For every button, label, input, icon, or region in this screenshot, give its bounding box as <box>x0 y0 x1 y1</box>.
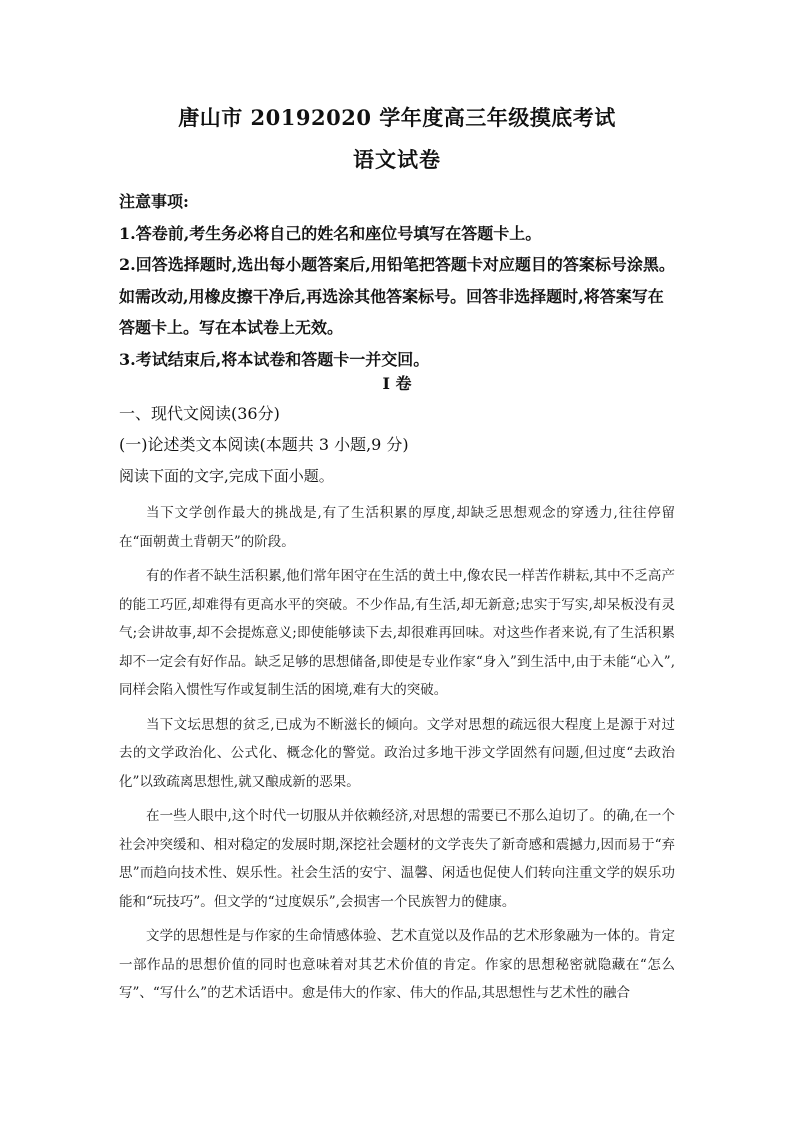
reading-article <box>119 499 675 1014</box>
notice-item: 如需改动,用橡皮擦干净后,再选涂其他答案标号。回答非选择题时,将答案写在 <box>119 286 664 306</box>
notice-item: 3.考试结束后,将本试卷和答题卡一并交回。 <box>119 349 430 369</box>
sub-section-heading: (一)论述类文本阅读(本题共 3 小题,9 分) <box>119 435 409 454</box>
exam-subtitle: 语文试卷 <box>353 147 441 172</box>
notice-item: 1.答卷前,考生务必将自己的姓名和座位号填写在答题卡上。 <box>119 223 542 243</box>
volume-label: I 卷 <box>382 374 412 393</box>
notice-item: 2.回答选择题时,选出每小题答案后,用铅笔把答题卡对应题目的答案标号涂黑。 <box>119 255 675 274</box>
article-paragraph: 当下文坛思想的贫乏,已成为不断滋长的倾向。文学对思想的疏远很大程度上是源于对过去的文学政治化、公式化、概念化的警觉。政治过多地干涉文学固然有问题,但过度“去政治化”以致疏离思想性,就又酿成新的恶果。 <box>119 716 675 790</box>
article-paragraph: 文学的思想性是与作家的生命情感体验、艺术直觉以及作品的艺术形象融为一体的。肯定一部作品的思想价值的同时也意味着对其艺术价值的肯定。作家的思想秘密就隐藏在“怎么写”、“写什么”的艺术话语中。愈是伟大的作家、伟大的作品,其思想性与艺术性的融合 <box>119 928 675 1001</box>
notice-item: 答题卡上。写在本试卷上无效。 <box>119 318 344 337</box>
notice-block <box>119 186 679 375</box>
exam-title: 唐山市 20192020 学年度高三年级摸底考试 <box>178 105 616 130</box>
reading-instruction: 阅读下面的文字,完成下面小题。 <box>119 467 334 485</box>
notice-heading: 注意事项: <box>119 192 189 211</box>
section-heading: 一、现代文阅读(36分) <box>119 404 280 423</box>
article-paragraph: 当下文学创作最大的挑战是,有了生活积累的厚度,却缺乏思想观念的穿透力,往往停留在“面朝黄土背朝天”的阶段。 <box>119 505 675 550</box>
article-paragraph: 有的作者不缺生活积累,他们常年困守在生活的黄土中,像农民一样苦作耕耘,其中不乏高产的能工巧匠,却难得有更高水平的突破。不少作品,有生活,却无新意;忠实于写实,却呆板没有灵气;会讲故事,却不会提炼意义;即使能够读下去,却很难再回味。对这些作者来说,有了生活积累却不一定会有好作品。缺乏足够的思想储备,即使是专业作家“身入”到生活中,由于未能“心入”,同样会陷入惯性写作或复制生活的困境,难有大的突破。 <box>119 568 675 698</box>
article-paragraph: 在一些人眼中,这个时代一切服从并依赖经济,对思想的需要已不那么迫切了。的确,在一个社会冲突缓和、相对稳定的发展时期,深挖社会题材的文学丧失了新奇感和震撼力,因而易于“弃思”而趋向技术性、娱乐性。社会生活的安宁、温馨、闲适也促使人们转向注重文学的娱乐功能和“玩技巧”。但文学的“过度娱乐”,会损害一个民族智力的健康。 <box>119 808 675 910</box>
